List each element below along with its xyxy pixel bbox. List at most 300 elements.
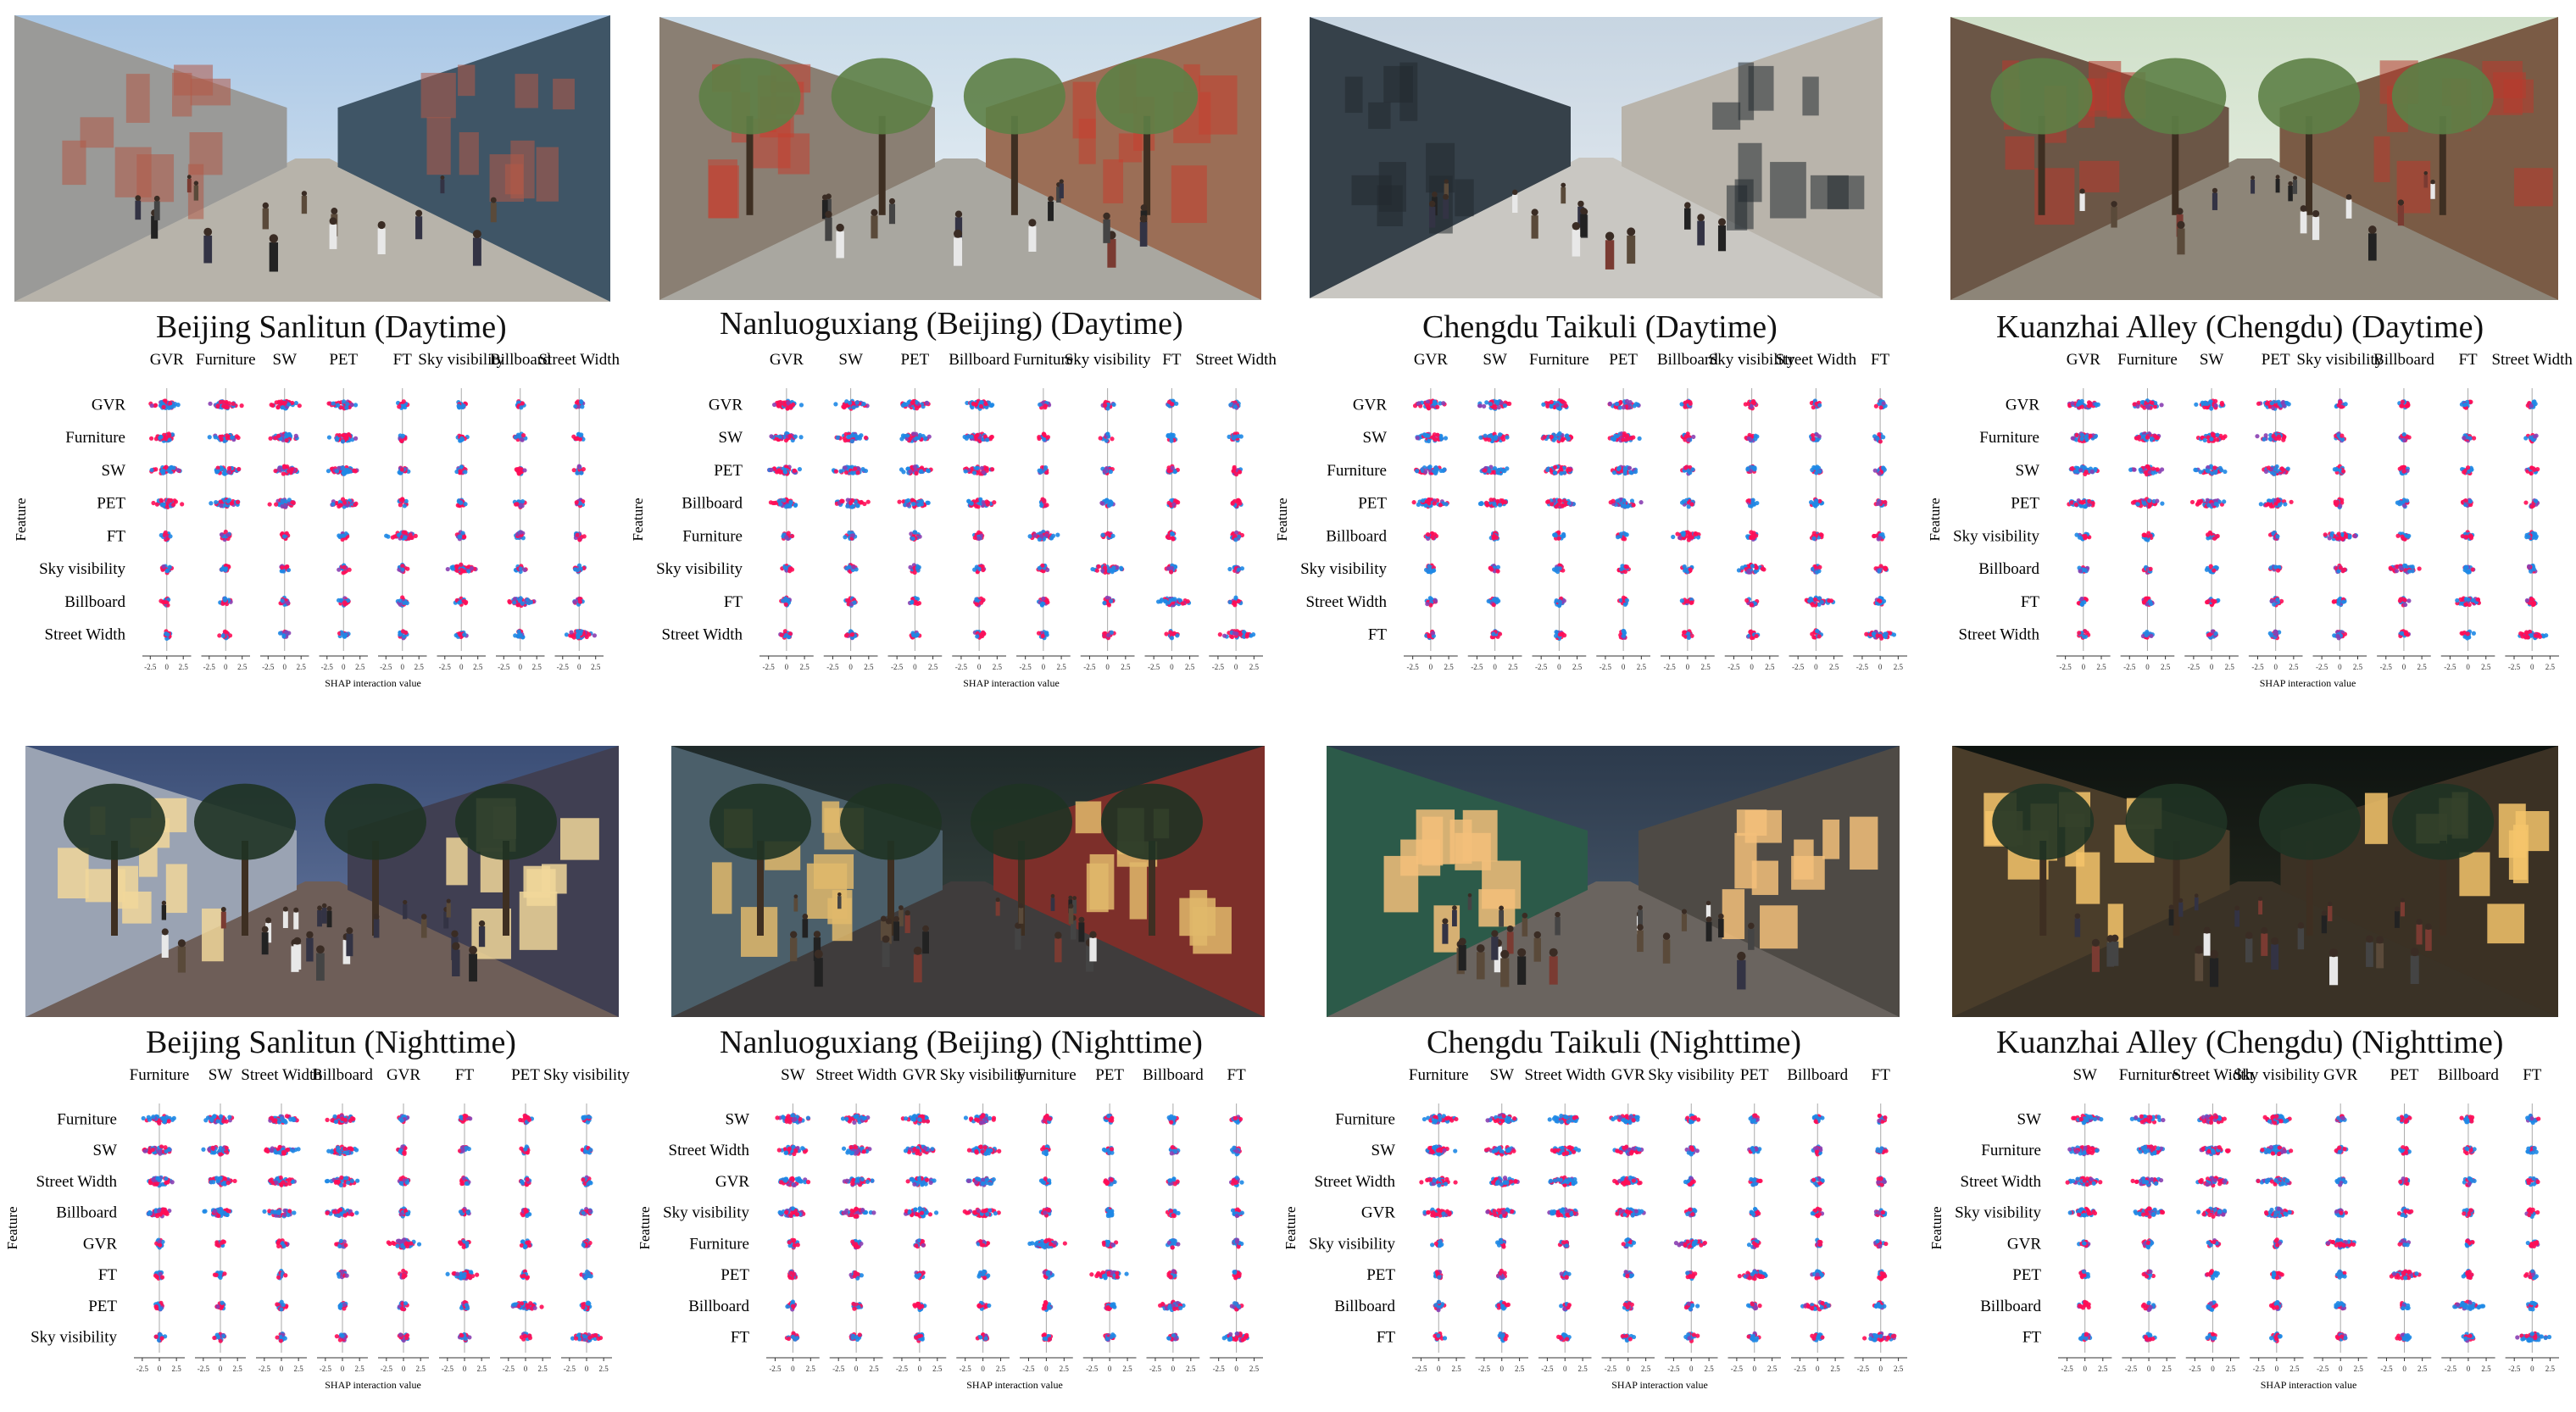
beeswarm-cell xyxy=(1541,398,1568,411)
data-point xyxy=(1427,634,1432,638)
data-point xyxy=(281,400,285,404)
tick-label: 2.5 xyxy=(296,663,306,671)
data-point xyxy=(230,436,234,440)
data-point xyxy=(1099,436,1103,440)
data-point xyxy=(1488,498,1493,502)
row-label: FT xyxy=(1367,625,1387,644)
data-point xyxy=(1683,401,1688,405)
beeswarm-cell xyxy=(963,431,994,443)
beeswarm-cell xyxy=(515,399,526,409)
data-point xyxy=(287,403,291,407)
row-label: PET xyxy=(2011,494,2039,513)
data-point xyxy=(290,467,294,471)
beeswarm-cell xyxy=(843,531,857,541)
data-point xyxy=(1635,403,1639,407)
beeswarm-cell xyxy=(326,399,358,410)
beeswarm-cell xyxy=(1618,629,1627,640)
data-point xyxy=(1817,596,1822,600)
tick-label: 0 xyxy=(1621,663,1626,671)
data-point xyxy=(1754,565,1758,570)
data-point xyxy=(337,433,342,437)
row-label: Billboard xyxy=(682,494,743,513)
beeswarm-cell xyxy=(1810,628,1823,639)
beeswarm-cell xyxy=(780,564,794,573)
data-point xyxy=(285,564,289,569)
beeswarm-cell xyxy=(1101,400,1116,411)
data-point xyxy=(1103,403,1107,407)
tick-label: 0 xyxy=(1233,663,1238,671)
tick-label: 2.5 xyxy=(531,663,542,671)
data-point xyxy=(168,401,172,405)
tick-label: -2.5 xyxy=(1406,663,1419,671)
data-point xyxy=(236,436,241,440)
data-point xyxy=(1501,437,1505,442)
data-point xyxy=(1416,503,1421,507)
data-point xyxy=(1542,435,1546,439)
row-label: Billboard xyxy=(64,592,125,611)
data-point xyxy=(1487,470,1491,474)
tick-label: 0 xyxy=(518,663,522,671)
data-point xyxy=(208,435,212,439)
beeswarm-cell xyxy=(396,399,409,410)
column-header: Sky visibility xyxy=(2296,351,2384,369)
data-point xyxy=(913,464,917,469)
data-point xyxy=(851,405,855,409)
data-point xyxy=(1820,600,1824,604)
beeswarm-cell xyxy=(1414,464,1447,475)
tick-label: -2.5 xyxy=(762,663,775,671)
data-point xyxy=(575,471,579,475)
data-point xyxy=(512,600,516,604)
beeswarm-cell xyxy=(972,564,986,574)
beeswarm-cell xyxy=(268,431,298,443)
data-point xyxy=(391,535,395,539)
data-point xyxy=(1505,435,1509,439)
data-point xyxy=(1881,465,1885,470)
row-label: Furniture xyxy=(65,429,125,448)
data-point xyxy=(326,469,331,473)
data-point xyxy=(1631,503,1635,507)
y-axis-label: Feature xyxy=(630,498,646,542)
data-point xyxy=(462,632,466,637)
tick-label: 2.5 xyxy=(1893,663,1903,671)
data-point xyxy=(1237,535,1241,539)
data-point xyxy=(1744,598,1749,603)
tick-label: -2.5 xyxy=(320,663,333,671)
data-point xyxy=(784,535,788,539)
data-point xyxy=(225,533,230,537)
data-point xyxy=(1561,534,1566,538)
beeswarm-cell xyxy=(214,465,242,476)
data-point xyxy=(1813,598,1817,602)
data-point xyxy=(1557,603,1561,608)
beeswarm-cell xyxy=(1746,630,1760,641)
data-point xyxy=(1613,434,1617,438)
data-point xyxy=(1761,567,1766,571)
data-point xyxy=(1873,469,1878,473)
beeswarm-cell xyxy=(1609,498,1644,509)
data-point xyxy=(1233,404,1238,409)
beeswarm-cell xyxy=(1037,431,1050,442)
data-point xyxy=(149,468,153,472)
tick-label: 2.5 xyxy=(178,663,188,671)
tick-label: 2.5 xyxy=(1444,663,1454,671)
data-point xyxy=(927,435,932,439)
row-label: Furniture xyxy=(1979,429,2039,448)
beeswarm-cell xyxy=(1554,630,1566,641)
data-point xyxy=(399,438,403,442)
beeswarm-cell xyxy=(1872,531,1885,542)
data-point xyxy=(459,501,463,505)
data-point xyxy=(1171,466,1175,470)
beeswarm-cell xyxy=(1100,531,1115,541)
data-point xyxy=(1237,434,1241,438)
data-point xyxy=(569,630,573,634)
column-header: FT xyxy=(2458,351,2478,369)
data-point xyxy=(1877,432,1881,436)
data-point xyxy=(836,436,840,440)
data-point xyxy=(403,536,407,540)
row-label: SW xyxy=(1362,429,1387,448)
column-header: GVR xyxy=(769,351,804,369)
beeswarm-cell xyxy=(910,631,922,640)
data-point xyxy=(1878,536,1882,540)
data-point xyxy=(159,435,163,439)
beeswarm-cell xyxy=(278,596,290,607)
data-point xyxy=(1888,631,1892,635)
row-label: Billboard xyxy=(1978,560,2039,579)
data-point xyxy=(2076,403,2080,407)
data-point xyxy=(1425,499,1429,503)
beeswarm-cell xyxy=(1036,564,1049,573)
data-point xyxy=(1631,435,1635,439)
data-point xyxy=(1416,401,1421,405)
tick-label: -2.5 xyxy=(556,663,569,671)
beeswarm-cell xyxy=(2069,464,2100,476)
data-point xyxy=(209,501,213,505)
beeswarm-cell xyxy=(781,531,794,541)
tick-label: -2.5 xyxy=(1663,663,1676,671)
data-point xyxy=(970,501,974,505)
data-point xyxy=(1484,400,1488,404)
data-point xyxy=(1242,630,1246,634)
beeswarm-cell xyxy=(1227,564,1244,574)
tick-label: -2.5 xyxy=(1728,663,1740,671)
data-point xyxy=(1553,465,1557,470)
data-point xyxy=(1811,433,1815,437)
beeswarm-cell xyxy=(1809,432,1822,442)
data-point xyxy=(2071,436,2075,440)
data-point xyxy=(974,597,978,601)
data-point xyxy=(585,635,589,639)
beeswarm-cell xyxy=(268,498,296,509)
beeswarm-cell xyxy=(1745,498,1759,508)
beeswarm-cell xyxy=(965,399,994,411)
column-header: FT xyxy=(392,351,412,369)
data-point xyxy=(782,498,786,503)
data-point xyxy=(1882,401,1886,405)
data-point xyxy=(855,503,860,508)
data-point xyxy=(526,598,530,602)
beeswarm-cell xyxy=(1037,630,1049,640)
data-point xyxy=(772,403,776,407)
beeswarm-cell xyxy=(573,564,587,575)
data-point xyxy=(287,432,292,436)
data-point xyxy=(281,471,286,475)
beeswarm-cell xyxy=(1671,530,1700,542)
row-label: GVR xyxy=(91,396,125,414)
data-point xyxy=(1561,438,1565,442)
beeswarm-cell xyxy=(1100,466,1115,475)
data-point xyxy=(462,535,466,539)
data-point xyxy=(353,436,358,441)
row-label: PET xyxy=(714,461,743,480)
data-point xyxy=(1554,436,1558,441)
tick-label: -2.5 xyxy=(891,663,904,671)
data-point xyxy=(1615,402,1619,406)
data-point xyxy=(979,404,983,409)
data-point xyxy=(284,630,288,634)
data-point xyxy=(1227,567,1232,571)
data-point xyxy=(1691,435,1695,439)
beeswarm-cell xyxy=(574,531,587,542)
data-point xyxy=(1251,632,1255,637)
beeswarm-cell xyxy=(326,465,359,476)
data-point xyxy=(1044,631,1049,635)
data-point xyxy=(463,502,467,506)
beeswarm-cell xyxy=(778,629,793,640)
data-point xyxy=(781,598,785,603)
data-point xyxy=(979,400,983,404)
data-point xyxy=(457,631,461,636)
data-point xyxy=(1690,467,1694,471)
data-point xyxy=(2089,403,2093,407)
data-point xyxy=(853,600,857,604)
data-point xyxy=(1435,405,1439,409)
beeswarm-cell xyxy=(1552,531,1566,541)
data-point xyxy=(905,433,910,437)
beeswarm-cell xyxy=(1809,498,1824,509)
data-point xyxy=(1878,569,1882,573)
data-point xyxy=(516,603,520,607)
data-point xyxy=(1690,535,1694,539)
beeswarm-cell xyxy=(1038,400,1051,409)
beeswarm-cell xyxy=(1099,431,1115,443)
beeswarm-cell xyxy=(1744,399,1759,411)
beeswarm-cell xyxy=(1545,498,1576,509)
data-point xyxy=(1499,401,1504,405)
data-point xyxy=(273,469,277,473)
beeswarm-cell xyxy=(279,564,291,573)
beeswarm-cell xyxy=(572,464,586,475)
data-point xyxy=(786,598,790,603)
data-point xyxy=(1156,599,1160,603)
data-point xyxy=(1737,568,1741,572)
data-point xyxy=(161,600,165,604)
data-point xyxy=(855,400,860,404)
data-point xyxy=(579,399,583,403)
tick-label: 2.5 xyxy=(1508,663,1518,671)
tick-label: -2.5 xyxy=(203,663,215,671)
data-point xyxy=(581,467,586,471)
data-point xyxy=(851,533,855,537)
tick-label: 0 xyxy=(1685,663,1690,671)
row-label: Street Width xyxy=(1305,592,1387,611)
data-point xyxy=(1100,569,1104,573)
beeswarm-cell xyxy=(833,399,869,411)
data-point xyxy=(1492,470,1496,474)
data-point xyxy=(1478,436,1483,440)
data-point xyxy=(856,470,860,475)
data-point xyxy=(571,435,576,439)
data-point xyxy=(1541,403,1545,407)
data-point xyxy=(220,568,224,572)
data-point xyxy=(292,501,296,505)
data-point xyxy=(280,498,284,503)
data-point xyxy=(1874,404,1878,409)
data-point xyxy=(1232,603,1237,607)
row-label: Street Width xyxy=(44,625,125,644)
data-point xyxy=(1441,401,1445,405)
beeswarm-cell xyxy=(208,433,241,443)
data-point xyxy=(1042,437,1046,442)
data-point xyxy=(972,470,976,475)
data-point xyxy=(340,534,344,538)
data-point xyxy=(1164,631,1168,636)
data-point xyxy=(1492,502,1496,506)
data-point xyxy=(214,500,218,504)
data-point xyxy=(910,498,915,503)
data-point xyxy=(1879,405,1883,409)
data-point xyxy=(519,633,523,637)
data-point xyxy=(1415,469,1419,473)
data-point xyxy=(1608,402,1612,406)
data-point xyxy=(1555,566,1559,570)
data-point xyxy=(1043,403,1048,408)
beeswarm-cell xyxy=(1227,595,1243,607)
data-point xyxy=(214,435,218,439)
tick-label: 0 xyxy=(1041,663,1046,671)
data-point xyxy=(848,401,852,405)
data-point xyxy=(1545,468,1549,472)
data-point xyxy=(1567,468,1572,472)
beeswarm-cell xyxy=(966,498,996,509)
beeswarm-cell xyxy=(772,398,804,410)
data-point xyxy=(1425,403,1429,408)
data-point xyxy=(400,467,404,471)
tick-label: -2.5 xyxy=(1083,663,1096,671)
data-point xyxy=(1815,570,1819,575)
data-point xyxy=(1478,403,1483,408)
data-point xyxy=(847,531,851,535)
data-point xyxy=(1431,536,1435,540)
tick-label: 2.5 xyxy=(591,663,601,671)
beeswarm-cell xyxy=(1872,432,1885,444)
data-point xyxy=(1495,499,1499,503)
row-label: SW xyxy=(2015,461,2039,480)
data-point xyxy=(1557,536,1561,540)
beeswarm-cell xyxy=(1039,497,1049,508)
data-point xyxy=(1230,635,1234,639)
beeswarm-cell xyxy=(1810,464,1822,475)
data-point xyxy=(274,503,278,507)
beeswarm-cell xyxy=(1541,431,1574,443)
data-point xyxy=(1625,532,1629,536)
data-point xyxy=(578,599,582,603)
data-point xyxy=(1565,434,1569,438)
data-point xyxy=(793,435,798,439)
data-point xyxy=(522,468,526,472)
data-point xyxy=(915,566,920,570)
data-point xyxy=(833,402,837,406)
beeswarm-cell xyxy=(218,596,233,606)
data-point xyxy=(403,503,407,508)
beeswarm-cell xyxy=(1490,629,1502,639)
tick-label: 2.5 xyxy=(1636,663,1646,671)
data-point xyxy=(1883,500,1887,504)
data-point xyxy=(1694,531,1699,536)
data-point xyxy=(926,469,931,473)
tick-label: 0 xyxy=(1878,663,1883,671)
beeswarm-cell xyxy=(1425,596,1438,607)
beeswarm-cell xyxy=(1424,564,1436,575)
data-point xyxy=(918,535,922,539)
beeswarm-cell xyxy=(1218,629,1255,639)
beeswarm-cell xyxy=(151,498,184,509)
beeswarm-cell xyxy=(1165,564,1177,575)
data-point xyxy=(215,470,220,474)
beeswarm-cell xyxy=(270,399,302,411)
data-point xyxy=(1041,597,1045,601)
data-point xyxy=(593,633,597,637)
data-point xyxy=(1892,632,1896,637)
data-point xyxy=(1638,436,1642,441)
beeswarm-cell xyxy=(1611,464,1638,475)
data-point xyxy=(400,567,404,571)
data-point xyxy=(1755,434,1759,438)
data-point xyxy=(227,466,231,470)
data-point xyxy=(1560,631,1564,636)
tick-label: 2.5 xyxy=(1765,663,1775,671)
tick-label: 0 xyxy=(224,663,228,671)
beeswarm-cell xyxy=(273,464,299,476)
tick-label: -2.5 xyxy=(1792,663,1805,671)
data-point xyxy=(2070,401,2074,405)
beeswarm-cell xyxy=(514,564,528,574)
beeswarm-cell xyxy=(1479,465,1509,475)
data-point xyxy=(219,400,223,404)
data-point xyxy=(1492,603,1496,607)
beeswarm-cell xyxy=(208,399,243,410)
data-point xyxy=(1878,599,1882,603)
data-point xyxy=(282,534,287,538)
data-point xyxy=(850,433,854,437)
tick-label: 2.5 xyxy=(927,663,938,671)
beeswarm-cell xyxy=(1166,432,1177,442)
data-point xyxy=(990,467,994,471)
beeswarm-cell xyxy=(1487,597,1501,608)
data-point xyxy=(326,401,331,405)
data-point xyxy=(458,438,462,442)
beeswarm-cell xyxy=(1617,596,1629,607)
data-point xyxy=(580,404,584,409)
data-point xyxy=(1238,470,1242,474)
data-point xyxy=(230,501,234,505)
beeswarm-cell xyxy=(515,466,527,476)
data-point xyxy=(777,499,782,503)
tick-label: -2.5 xyxy=(498,663,510,671)
data-point xyxy=(1616,535,1620,539)
